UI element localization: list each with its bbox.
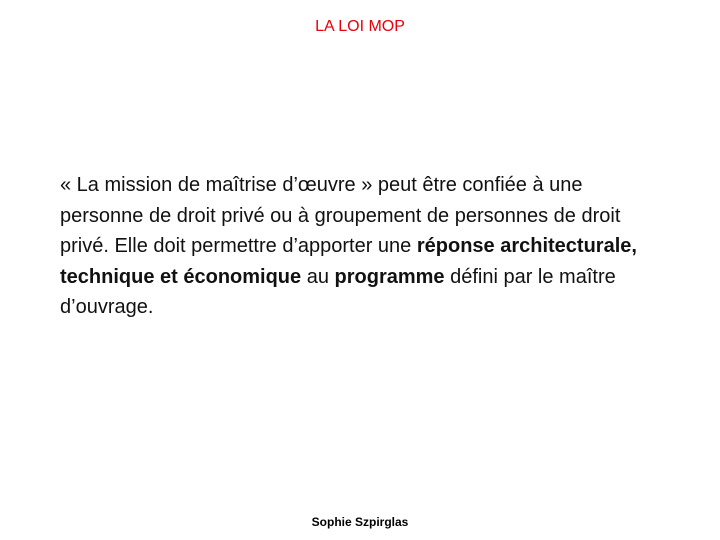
body-text-1: « La mission de maîtrise d’œuvre » peut être confiée à une personne de droit privé ou à groupement de personnes de droit privé. Elle doit permettre d’apporter une (60, 174, 621, 257)
slide-body-paragraph (60, 170, 660, 323)
body-bold-1: réponse architecturale, technique et économique (60, 235, 637, 288)
body-text-2: au (301, 265, 335, 288)
footer-author: Sophie Szpirglas (311, 515, 409, 529)
body-bold-2: programme (334, 265, 445, 288)
body-text-3: défini par le maître d’ouvrage. (60, 265, 616, 318)
slide-title: LA LOI MOP (315, 18, 405, 35)
